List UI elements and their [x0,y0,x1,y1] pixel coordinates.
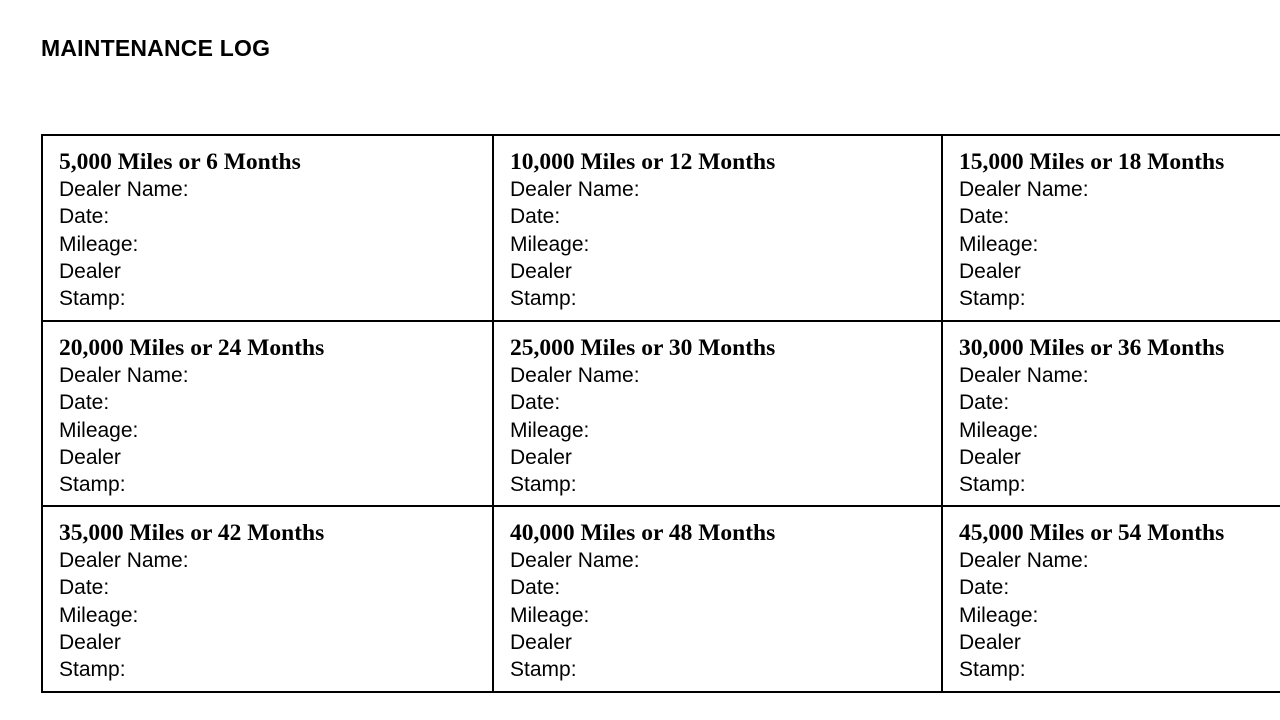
dealer-name-label: Dealer Name: [959,549,1089,572]
dealer-label: Dealer [959,445,1021,469]
stamp-label: Stamp: [959,473,1026,497]
log-entry-35000-miles [43,507,494,691]
dealer-label: Dealer [510,445,572,469]
log-entry-25000-miles [494,322,943,507]
dealer-label: Dealer [59,630,121,654]
dealer-name-label: Dealer Name: [59,549,189,572]
mileage-label: Mileage: [959,418,1039,442]
interval-heading: 25,000 Miles or 30 Months [510,335,776,361]
interval-heading: 40,000 Miles or 48 Months [510,520,776,546]
date-label: Date: [959,205,1010,229]
mileage-label: Mileage: [510,603,590,627]
page-title: MAINTENANCE LOG [41,35,271,61]
dealer-name-label: Dealer Name: [59,178,189,201]
log-entry-45000-miles [943,507,1280,691]
date-label: Date: [59,576,110,600]
log-entry-30000-miles [943,322,1280,507]
date-label: Date: [959,576,1010,600]
date-label: Date: [510,205,561,229]
interval-heading: 30,000 Miles or 36 Months [959,335,1225,361]
mileage-label: Mileage: [510,232,590,256]
log-entry-10000-miles [494,136,943,322]
interval-heading: 5,000 Miles or 6 Months [59,149,301,175]
stamp-label: Stamp: [59,287,126,311]
dealer-label: Dealer [959,259,1021,283]
interval-heading: 35,000 Miles or 42 Months [59,520,325,546]
log-entry-5000-miles [43,136,494,322]
interval-heading: 10,000 Miles or 12 Months [510,149,776,175]
mileage-label: Mileage: [59,418,139,442]
mileage-label: Mileage: [59,603,139,627]
log-entry-40000-miles [494,507,943,691]
stamp-label: Stamp: [510,287,577,311]
dealer-name-label: Dealer Name: [510,178,640,201]
maintenance-log-table [41,134,1280,693]
dealer-name-label: Dealer Name: [510,549,640,572]
stamp-label: Stamp: [959,658,1026,682]
stamp-label: Stamp: [59,658,126,682]
dealer-label: Dealer [59,259,121,283]
dealer-label: Dealer [510,630,572,654]
dealer-name-label: Dealer Name: [959,364,1089,387]
date-label: Date: [959,391,1010,415]
stamp-label: Stamp: [959,287,1026,311]
dealer-label: Dealer [959,630,1021,654]
dealer-label: Dealer [510,259,572,283]
dealer-name-label: Dealer Name: [510,364,640,387]
mileage-label: Mileage: [59,232,139,256]
date-label: Date: [59,205,110,229]
interval-heading: 15,000 Miles or 18 Months [959,149,1225,175]
stamp-label: Stamp: [59,473,126,497]
date-label: Date: [510,391,561,415]
dealer-label: Dealer [59,445,121,469]
stamp-label: Stamp: [510,473,577,497]
date-label: Date: [510,576,561,600]
date-label: Date: [59,391,110,415]
mileage-label: Mileage: [959,232,1039,256]
mileage-label: Mileage: [510,418,590,442]
stamp-label: Stamp: [510,658,577,682]
log-entry-15000-miles [943,136,1280,322]
log-entry-20000-miles [43,322,494,507]
mileage-label: Mileage: [959,603,1039,627]
dealer-name-label: Dealer Name: [59,364,189,387]
interval-heading: 45,000 Miles or 54 Months [959,520,1225,546]
dealer-name-label: Dealer Name: [959,178,1089,201]
interval-heading: 20,000 Miles or 24 Months [59,335,325,361]
